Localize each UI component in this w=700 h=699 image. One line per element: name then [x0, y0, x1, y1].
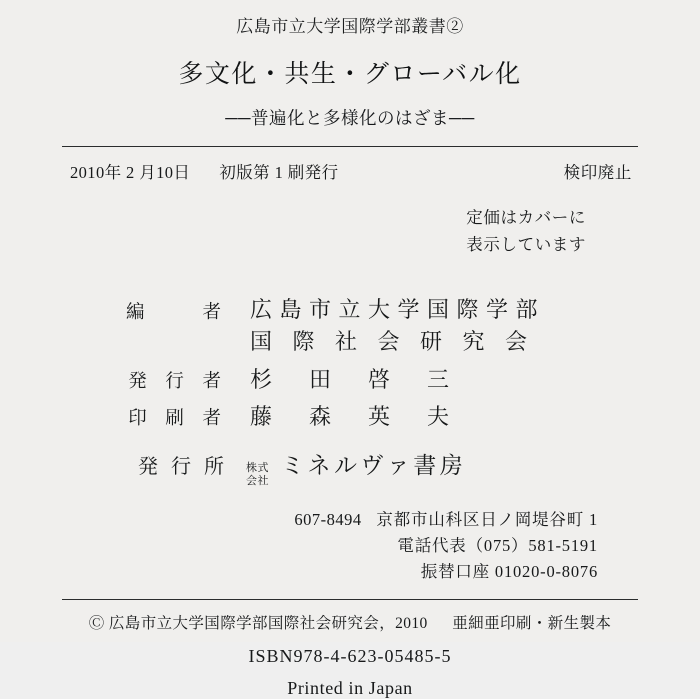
- seal-note: 検印廃止: [563, 163, 632, 182]
- publisher-row: [62, 447, 638, 491]
- price-note-line1: 定価はカバーに: [466, 208, 586, 227]
- copyright-line: [62, 611, 638, 633]
- series-title: 広島市立大学国際学部叢書②: [236, 17, 464, 36]
- furikae-account: 振替口座 01020-0-8076: [420, 561, 598, 581]
- publisher-address: [62, 507, 638, 585]
- credit-row-publisher-person: [62, 363, 638, 394]
- isbn: ISBN978-4-623-05485-5: [248, 645, 452, 666]
- address-line: [62, 507, 598, 533]
- printed-in-japan: Printed in Japan: [287, 677, 413, 698]
- credits-block: [62, 294, 638, 430]
- publisher-label: 発 行 所: [138, 455, 228, 478]
- divider-bottom: [62, 599, 638, 600]
- divider-top: [62, 146, 638, 147]
- edition-text: 初版第 1 刷発行: [219, 163, 339, 182]
- postal-code: 607-8494: [294, 509, 362, 529]
- copyright-holder: 広島市立大学国際学部国際社会研究会，2010: [108, 614, 428, 632]
- telephone: 電話代表（075）581-5191: [397, 535, 598, 555]
- credit-label-editor: 編 者: [125, 303, 228, 324]
- credit-label-printer-person: 印 刷 者: [128, 408, 228, 429]
- book-title: 多文化・共生・グローバル化: [178, 61, 522, 88]
- publisher-name: ミネルヴァ書房: [281, 452, 467, 478]
- corporate-mark-line1: 株式: [246, 461, 269, 474]
- editor-name-line1: 広島市立大学国際学部: [250, 297, 546, 323]
- price-note: [62, 205, 638, 258]
- book-subtitle: ──普遍化と多様化のはざま──: [225, 108, 475, 128]
- credit-label-publisher-person: 発 行 者: [128, 371, 228, 392]
- corporate-mark-line2: 会社: [246, 475, 269, 488]
- printer-binder: 亜細亜印刷・新生製本: [452, 614, 612, 632]
- corporate-mark: [246, 462, 269, 489]
- credit-row-printer-person: [62, 400, 638, 431]
- publication-date: 2010年 2 月10日: [70, 163, 191, 182]
- publication-date-group: [70, 159, 338, 183]
- street-address: 京都市山科区日ノ岡堤谷町 1: [376, 509, 598, 529]
- copyright-icon: Ⓒ: [88, 614, 105, 632]
- credit-row-editor: [62, 294, 638, 356]
- publication-row: [62, 159, 638, 183]
- credit-value-publisher-person: 杉 田 啓 三: [250, 366, 457, 392]
- editor-name-line2: 国 際 社 会 研 究 会: [250, 328, 535, 354]
- credit-value-editor: [234, 294, 638, 356]
- credit-value-printer-person: 藤 森 英 夫: [250, 403, 457, 429]
- price-note-line2: 表示しています: [466, 234, 586, 254]
